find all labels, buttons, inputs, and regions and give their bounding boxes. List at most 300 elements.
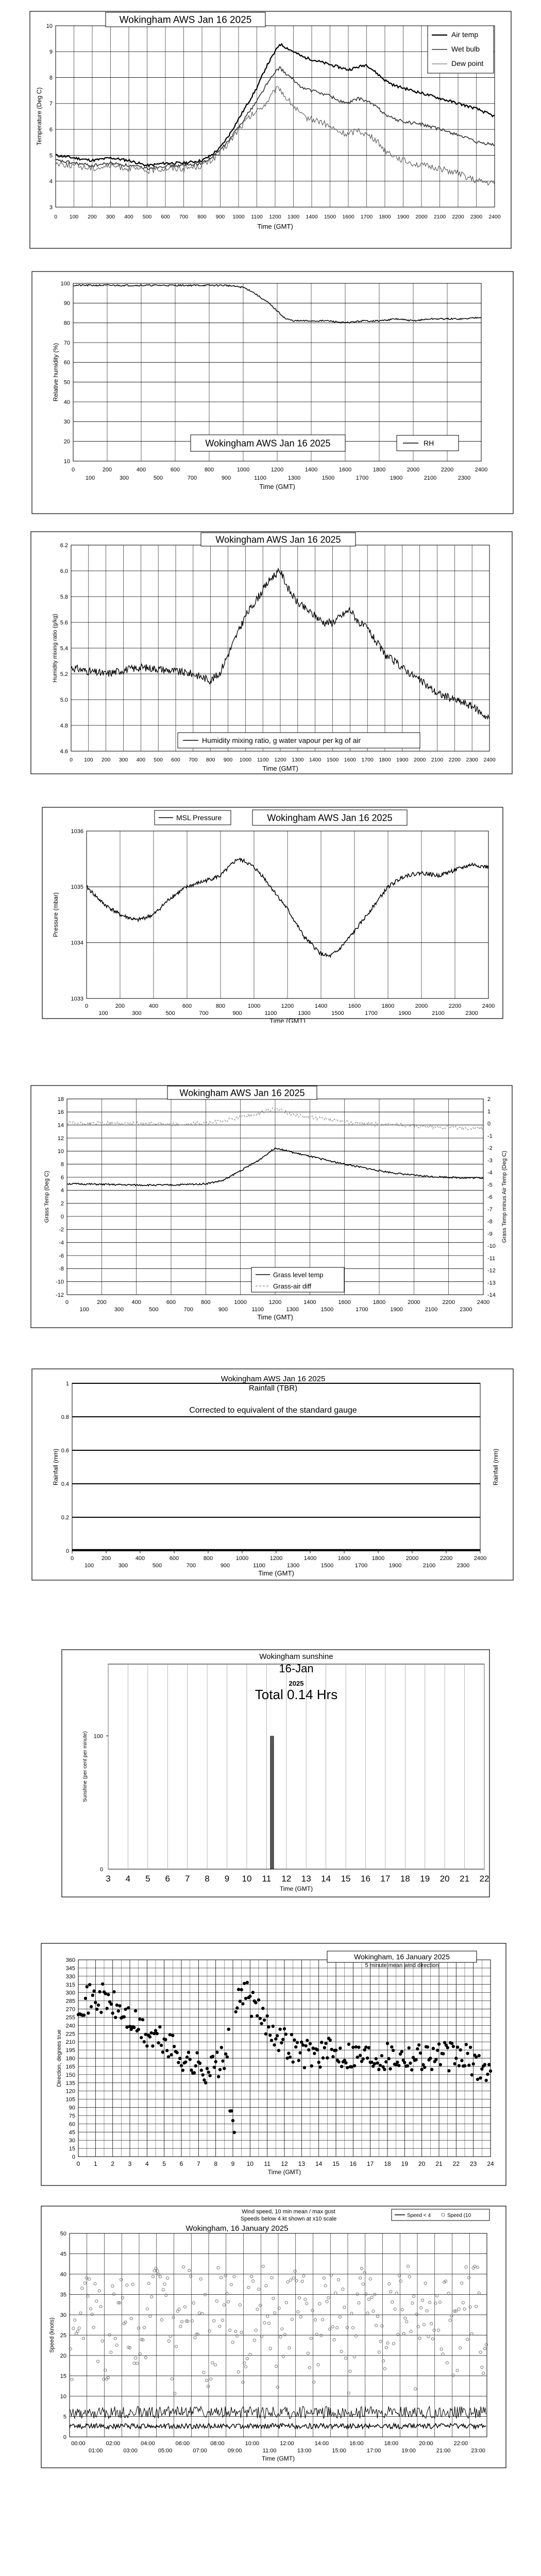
direction-point [88,1983,91,1986]
direction-point [390,2045,393,2048]
x-tick-label: 1100 [251,214,263,220]
direction-point [359,2054,362,2057]
sunshine-chart-panel [0,1649,541,1901]
x-tick-label: 12 [281,1874,292,1884]
y-tick-label: 5.8 [60,594,68,600]
direction-point [437,2042,441,2045]
x-tick-label: 1200 [268,1299,282,1306]
x-tick-label: 18 [400,1874,410,1884]
direction-point [475,2056,478,2059]
y-tick-label: 10 [57,1148,64,1155]
y-tick-label: 16 [57,1109,64,1116]
chart-title: Wokingham AWS Jan 16 2025 [267,812,393,823]
direction-point [324,2042,327,2045]
x-tick-label: 900 [232,1010,242,1016]
x-tick-label: 500 [152,1563,162,1569]
x-tick-label: 2000 [415,214,428,220]
y-tick-label-right: -9 [487,1231,493,1238]
y-tick-label-right: -1 [487,1133,493,1140]
direction-point [241,2002,244,2005]
x-tick-label: 1800 [381,1003,395,1009]
y-axis-label: Humidity mixing ratio (g/kg) [52,614,58,683]
chart-subtitle: Rainfall (TBR) [248,1384,298,1393]
direction-point [208,2074,211,2077]
direction-point [469,2046,472,2049]
x-tick-label: 400 [148,1003,159,1009]
direction-point [226,2055,229,2058]
mixing-ratio-chart-panel [0,531,541,778]
x-tick-label: 300 [119,475,129,481]
y-tick-label: 225 [65,2031,75,2038]
direction-point [301,2043,305,2046]
x-tick-label: 900 [220,1563,230,1569]
wind-direction-chart-panel [0,1942,541,2190]
direction-point [243,1982,246,1985]
y-tick-label-right: -4 [487,1170,493,1176]
x-tick-label: 200 [101,1555,111,1562]
direction-point [397,2064,400,2067]
direction-point [248,1995,251,1998]
direction-point [110,2003,113,2006]
y-tick-label: 75 [69,2113,75,2120]
wind-speed-chart [0,2205,541,2473]
y-tick-label: 90 [63,300,70,307]
direction-point [380,2054,383,2057]
direction-point [84,1997,87,2000]
direction-point [487,2063,491,2066]
direction-point [419,2052,422,2055]
y-axis-label: Rainfall (mm) [52,1448,59,1486]
direction-point [279,2028,282,2031]
direction-point [150,2031,153,2035]
direction-point [429,2057,432,2060]
y-tick-label: 5 [49,152,53,159]
direction-point [201,2073,205,2076]
legend-label: Speed < 4 [407,2213,431,2218]
x-tick-label: 02:00 [106,2441,121,2447]
direction-point [334,2048,337,2052]
direction-point [161,2050,164,2054]
x-tick-label: 100 [69,214,79,220]
y-tick-label: 345 [65,1965,75,1972]
x-tick-label: 00:00 [71,2441,86,2447]
direction-point [270,2039,273,2042]
direction-point [132,2026,136,2029]
x-tick-label: 2200 [448,1003,462,1009]
y-tick-label: 4 [60,1188,64,1194]
x-tick-label: 2300 [466,757,478,763]
direction-point [195,2051,198,2054]
x-tick-label: 1900 [398,1010,411,1016]
y-tick-label: 105 [65,2096,75,2103]
direction-point [153,2032,156,2035]
direction-point [233,2131,236,2134]
x-tick-label: 500 [142,214,152,220]
x-tick-label: 17 [380,1874,391,1884]
direction-point [260,2022,263,2025]
x-tick-label: 0 [84,1003,89,1009]
direction-point [305,2044,308,2047]
chart-header-2: Speeds below 4 kt shown at x10 scale [240,2216,337,2222]
x-tick-label: 200 [102,467,112,473]
direction-point [470,2073,474,2076]
direction-point [370,2061,373,2064]
direction-point [330,2048,333,2051]
direction-point [426,2045,429,2048]
y-tick-label: 40 [60,2272,66,2278]
y-tick-label: 45 [69,2129,75,2136]
x-tick-label: 11:00 [262,2448,277,2454]
direction-point [125,2026,128,2029]
direction-point [430,2068,433,2071]
direction-point [263,2019,266,2022]
x-tick-label: 700 [199,1010,209,1016]
x-tick-label: 800 [201,1299,211,1306]
x-tick-label: 2000 [415,1003,428,1009]
x-tick-label: 700 [179,214,189,220]
direction-point [452,2045,455,2048]
x-tick-label: 1200 [274,757,286,763]
x-tick-label: 11 [262,1874,272,1884]
legend-label: MSL Pressure [176,814,222,822]
direction-point [293,2038,296,2041]
x-tick-label: 2000 [405,1555,419,1562]
direction-point [373,2062,376,2065]
direction-point [485,2079,488,2082]
x-tick-label: 900 [215,214,225,220]
y-tick-label-right: -11 [487,1255,496,1262]
direction-point [91,1994,94,1997]
x-tick-label: 2400 [488,214,501,220]
direction-point [178,2057,181,2060]
direction-point [446,2046,449,2049]
x-tick-label: 14:00 [314,2441,329,2447]
x-axis-label: Time (GMT) [269,1017,306,1023]
direction-point [138,2018,141,2021]
direction-point [95,2008,98,2011]
chart-title: Wokingham AWS Jan 16 2025 [119,14,252,26]
x-tick-label: 1100 [254,475,266,481]
y-tick-label: 18 [57,1096,64,1103]
legend-box [392,2209,489,2221]
sunshine-chart [0,1649,541,1901]
x-axis-label: Time (GMT) [257,223,293,230]
chart-subtitle: 16-Jan [279,1662,314,1675]
x-tick-label: 1100 [257,757,269,763]
direction-point [234,2010,237,2013]
x-tick-label: 200 [115,1003,125,1009]
x-tick-label: 13:00 [297,2448,312,2454]
x-tick-label: 300 [118,1563,128,1569]
x-tick-label: 14 [321,1874,331,1884]
chart-title: Wokingham AWS Jan 16 2025 [221,1375,326,1383]
y-tick-label: 35 [60,2292,66,2298]
x-tick-label: 1900 [390,475,403,481]
direction-point [180,2064,183,2067]
y-tick-label: 0 [72,2154,75,2160]
direction-point [375,2057,378,2060]
x-tick-label: 400 [136,467,146,473]
x-tick-label: 15 [332,2160,340,2167]
rainfall-chart-panel [0,1368,541,1584]
direction-point [140,2036,143,2039]
x-tick-label: 1800 [379,214,391,220]
x-tick-label: 1700 [365,1010,378,1016]
x-tick-label: 100 [98,1010,108,1016]
y-tick-label-right: -2 [487,1145,493,1151]
direction-point [244,1997,247,2000]
x-tick-label: 1600 [342,214,354,220]
direction-point [483,2063,486,2066]
direction-point [118,2004,121,2007]
x-tick-label: 500 [165,1010,175,1016]
direction-point [347,2043,350,2046]
x-tick-label: 07:00 [193,2448,207,2454]
direction-point [173,2045,176,2048]
x-tick-label: 1600 [338,1299,351,1306]
direction-point [388,2067,392,2070]
y-tick-label: 20 [60,2353,66,2359]
x-tick-label: 800 [203,1555,213,1562]
x-tick-label: 19:00 [401,2448,416,2454]
x-tick-label: 200 [101,757,111,763]
y-tick-label: 1 [65,1381,69,1387]
y-tick-label: 300 [65,1990,75,1996]
direction-point [158,2025,161,2028]
y-tick-label: 6.2 [60,542,68,549]
y-tick-label: 8 [49,75,53,81]
direction-point [99,2011,103,2014]
y-axis-label-right: Grass Temp minus Air Temp (Deg C) [501,1150,508,1243]
x-tick-label: 17 [366,2160,374,2167]
x-tick-label: 1700 [356,1307,368,1313]
chart-title: Wokingham AWS Jan 16 2025 [179,1088,305,1098]
y-tick-label: 45 [60,2251,66,2258]
x-tick-label: 600 [161,214,170,220]
y-tick-label: -2 [59,1227,64,1233]
y-tick-label: -12 [56,1292,64,1298]
y-tick-label: 4.6 [60,748,68,755]
wind-direction-chart [0,1942,541,2190]
x-tick-label: 19 [420,1874,430,1884]
x-tick-label: 600 [171,757,180,763]
direction-point [465,2043,468,2046]
y-tick-label-right: -3 [487,1157,493,1164]
direction-point [467,2063,470,2066]
x-tick-label: 9 [224,1874,230,1884]
direction-point [486,2073,489,2076]
x-tick-label: 19 [401,2160,409,2167]
legend-label: Speed (10 [447,2213,471,2218]
direction-point [198,2062,201,2065]
direction-point [165,2049,168,2052]
direction-point [218,2068,222,2071]
y-tick-label: 0 [99,1867,103,1873]
direction-point [463,2064,466,2067]
direction-point [456,2045,459,2048]
y-tick-label: 120 [65,2088,75,2095]
y-tick-label: -4 [59,1240,64,1246]
chart-title: Wokingham, 16 January 2025 [354,1952,450,1961]
x-tick-label: 8 [205,1874,210,1884]
x-tick-label: 600 [170,467,180,473]
y-tick-label: 1034 [71,940,83,946]
x-tick-label: 04:00 [141,2441,155,2447]
x-tick-label: 16 [349,2160,357,2167]
direction-point [167,2055,170,2058]
direction-point [322,2056,325,2059]
direction-point [326,2056,329,2059]
direction-point [189,2058,192,2061]
x-tick-label: 23 [469,2160,477,2167]
temperature-chart [0,10,541,252]
y-tick-label: 0.4 [61,1481,69,1487]
y-tick-label: 4 [49,178,53,185]
x-tick-label: 0 [54,214,57,220]
x-tick-label: 13 [301,1874,311,1884]
direction-point [207,2071,210,2074]
y-tick-label-right: 2 [487,1096,491,1103]
x-tick-label: 1200 [270,467,284,473]
direction-point [107,1993,110,1996]
legend-label: Air temp [451,30,479,39]
y-axis-label: Direction, degrees true [56,2029,62,2087]
y-tick-label: 330 [65,1973,75,1980]
y-tick-label: 30 [63,419,70,426]
chart-year: 2025 [289,1680,304,1687]
x-tick-label: 7 [196,2160,200,2167]
x-tick-label: 1700 [361,757,374,763]
x-tick-label: 13 [298,2160,306,2167]
x-tick-label: 2100 [422,1563,436,1569]
y-tick-label: 360 [65,1957,75,1963]
y-tick-label: 100 [60,280,70,287]
x-tick-label: 0 [76,2160,80,2167]
x-tick-label: 2000 [408,1299,420,1306]
x-tick-label: 300 [106,214,115,220]
direction-point [283,2027,286,2030]
y-tick-label: 5.4 [60,645,68,652]
humidity-chart-panel [0,270,541,518]
direction-point [137,2028,140,2031]
x-tick-label: 1000 [239,757,252,763]
x-tick-label: 2000 [413,757,426,763]
direction-point [215,2050,218,2054]
x-axis-label: Time (GMT) [267,2168,301,2176]
direction-point [318,2065,322,2069]
x-tick-label: 2300 [457,1563,470,1569]
y-tick-label: 2 [60,1200,64,1207]
direction-point [185,2056,189,2059]
x-tick-label: 22:00 [453,2441,468,2447]
direction-point [416,2047,419,2050]
direction-point [310,2064,313,2067]
direction-point [144,2033,147,2036]
x-tick-label: 1700 [356,475,369,481]
direction-point [272,2025,275,2028]
direction-point [105,2007,108,2010]
x-tick-label: 100 [85,475,95,481]
x-tick-label: 15:00 [332,2448,346,2454]
direction-point [90,2005,93,2008]
direction-point [202,2078,206,2081]
y-tick-label: 4.8 [60,722,68,729]
direction-point [217,2075,220,2078]
y-tick-label: 5.0 [60,697,68,703]
x-tick-label: 1000 [234,1299,247,1306]
direction-point [414,2058,417,2061]
direction-point [170,2053,173,2056]
x-tick-label: 22 [479,1874,489,1884]
direction-point [124,2008,127,2011]
y-tick-label: -10 [56,1279,64,1285]
chart-header: Wind speed, 10 min mean / max gust [242,2209,335,2215]
x-tick-label: 06:00 [175,2441,190,2447]
y-tick-label: 8 [60,1161,64,1168]
direction-point [82,2013,86,2016]
x-tick-label: 8 [214,2160,218,2167]
direction-point [409,2061,412,2064]
x-tick-label: 2200 [441,467,454,473]
x-tick-label: 1500 [320,1307,334,1313]
direction-point [273,2043,276,2046]
direction-point [379,2064,382,2067]
direction-point [384,2060,387,2063]
y-tick-label: 14 [57,1122,64,1129]
y-tick-label: 0 [65,1548,69,1554]
x-tick-label: 900 [221,475,231,481]
direction-point [86,1985,89,1988]
direction-point [164,2038,167,2041]
grass-temp-chart-panel [0,1084,541,1332]
chart-subtitle: 5 minute mean wind direction [365,1962,439,1969]
temperature-chart-panel [0,10,541,252]
direction-point [157,2041,160,2044]
x-tick-label: 6 [179,2160,183,2167]
y-tick-label: 30 [60,2312,66,2318]
x-tick-label: 800 [197,214,207,220]
direction-point [417,2043,420,2046]
direction-point [478,2054,481,2057]
direction-point [193,2071,196,2074]
x-tick-label: 900 [218,1307,228,1313]
direction-point [254,2001,257,2004]
direction-point [148,2035,151,2038]
y-tick-label: 210 [65,2039,75,2046]
x-tick-label: 1000 [247,1003,261,1009]
x-tick-label: 800 [204,467,214,473]
x-tick-label: 700 [183,1307,193,1313]
x-tick-label: 1900 [396,757,409,763]
direction-point [115,2004,119,2007]
rainfall-chart [0,1368,541,1584]
y-tick-label: 6.0 [60,568,68,574]
x-tick-label: 21:00 [436,2448,451,2454]
x-tick-label: 3 [128,2160,132,2167]
x-tick-label: 100 [84,1563,94,1569]
x-tick-label: 600 [169,1555,179,1562]
y-tick-label: 12 [57,1135,64,1142]
x-tick-label: 1600 [337,1555,351,1562]
x-tick-label: 0 [71,467,75,473]
direction-point [367,2046,370,2049]
direction-point [190,2069,193,2072]
x-tick-label: 0 [65,1299,69,1306]
x-tick-label: 09:00 [227,2448,242,2454]
y-tick-label-right: -6 [487,1194,493,1200]
chart-title: Wokingham sunshine [259,1652,333,1661]
direction-point [94,2001,97,2004]
